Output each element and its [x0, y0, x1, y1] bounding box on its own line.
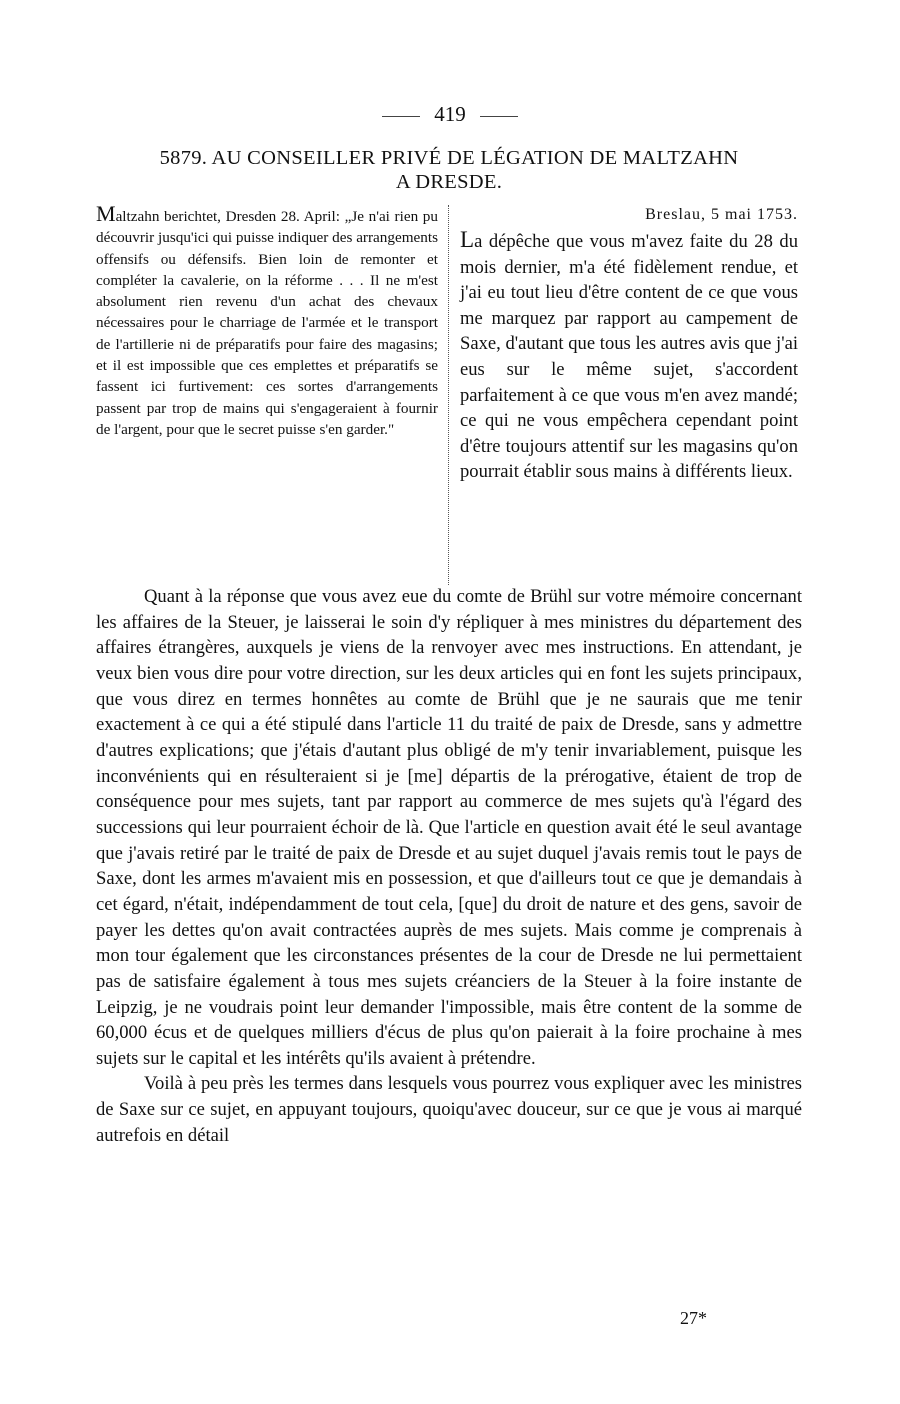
- document-heading: [96, 146, 802, 194]
- page-number: [0, 102, 900, 127]
- summary-initial: M: [96, 201, 116, 226]
- report-summary: [96, 203, 438, 440]
- summary-text: altzahn berichtet, Dresden 28. April: „Je n'ai rien pu découvrir jusqu'ici qui puisse indiquer des arrangements offensifs ou défensifs. Bien loin de remonter et compléter la cavalerie, on la réforme . . . Il ne m'est absolument rien revenu d'un achat des chevaux nécessaires pour le charriage de l'armée et le transport de l'artillerie ni de préparatifs pour faire des magasins; et il est impossible que ces emplettes et préparatifs se fassent ici furtivement: ces sortes d'arrangements passent par trop de mains qui s'engageraient à fournir de l'argent, pour que le secret puisse s'en garder.": [96, 208, 438, 438]
- letter-body: [96, 584, 802, 1148]
- body-paragraph-2: Voilà à peu près les termes dans lesquels vous pourrez vous expliquer avec les ministres de Saxe sur ce sujet, en appuyant toujours, quoiqu'avec douceur, sur ce que je vous ai marqué autrefois en détail: [96, 1073, 802, 1146]
- letter-initial: L: [460, 227, 475, 252]
- page-number-right-rule: [480, 116, 518, 117]
- heading-line-2: A DRESDE.: [395, 171, 503, 193]
- dateline: Breslau, 5 mai 1753.: [645, 206, 798, 223]
- page-number-text: 419: [434, 102, 466, 126]
- letter-opening-body: a dépêche que vous m'avez faite du 28 du mois dernier, m'a été fidèlement rendue, et j'ai eu tout lieu d'être content de ce que vous me marquez par rapport au campement de Saxe, d'autant que tous les autres avis que j'ai eus sur le même sujet, s'accordent parfaitement à ce que vous m'en avez mandé; ce qui ne vous empêchera cependant point d'être toujours attentif sur les magasins qu'on pourrait établir sous mains à différents lieux.: [460, 231, 798, 483]
- body-paragraph-1: Quant à la réponse que vous avez eue du comte de Brühl sur votre mémoire concernant les affaires de la Steuer, je laisserai le soin d'y répliquer à mes ministres du département des affaires étrangères, auxquels je viens de la renvoyer avec mes instructions. En attendant, je veux bien vous dire pour votre direction, sur les deux articles qui en font les sujets principaux, que vous direz en termes honnêtes au comte de Brühl que je ne saurais que me tenir exactement à ce qui a été stipulé dans l'article 11 du traité de paix de Dresde, sans y admettre d'autres explications; que j'étais d'autant plus obligé de m'y tenir invariablement, puisque les inconvénients qui en résulteraient si je [me] départis de la prérogative, étaient de trop de conséquence pour mes sujets, tant par rapport au commerce de mes sujets qu'à l'égard des successions qui leur pourraient échoir de là. Que l'article en question avait été le seul avantage que j'avais retiré par le traité de paix de Dresde et au sujet duquel j'avais remis tout le pays de Saxe, dont les armes m'avaient mis en possession, et que d'ailleurs tout ce que je demandais à cet égard, n'était, indépendamment de tout cela, [que] du droit de nature et des gens, savoir de payer les dettes qu'on avait contractées auprès de mes sujets. Mais comme je comprenais à mon tour également que les circonstances présentes de la cour de Dresde ne lui permettaient pas de satisfaire également à tous mes sujets créanciers de la Steuer à la foire instante de Leipzig, je ne voudrais point leur demander l'impossible, mais être content de la somme de 60,000 écus et de quelques milliers d'écus de plus qu'on paierait à la foire prochaine à mes sujets sur le capital et les intérêts qu'ils avaient à prétendre.: [96, 586, 802, 1069]
- letter-opening-text: [460, 227, 798, 485]
- summary-and-letter-columns: [96, 203, 802, 587]
- signature-mark: 27*: [680, 1308, 707, 1328]
- heading-line-1: 5879. AU CONSEILLER PRIVÉ DE LÉGATION DE MALTZAHN: [159, 147, 739, 169]
- letter-opening: [460, 203, 798, 485]
- page-number-left-rule: [382, 116, 420, 117]
- column-divider: [448, 205, 449, 585]
